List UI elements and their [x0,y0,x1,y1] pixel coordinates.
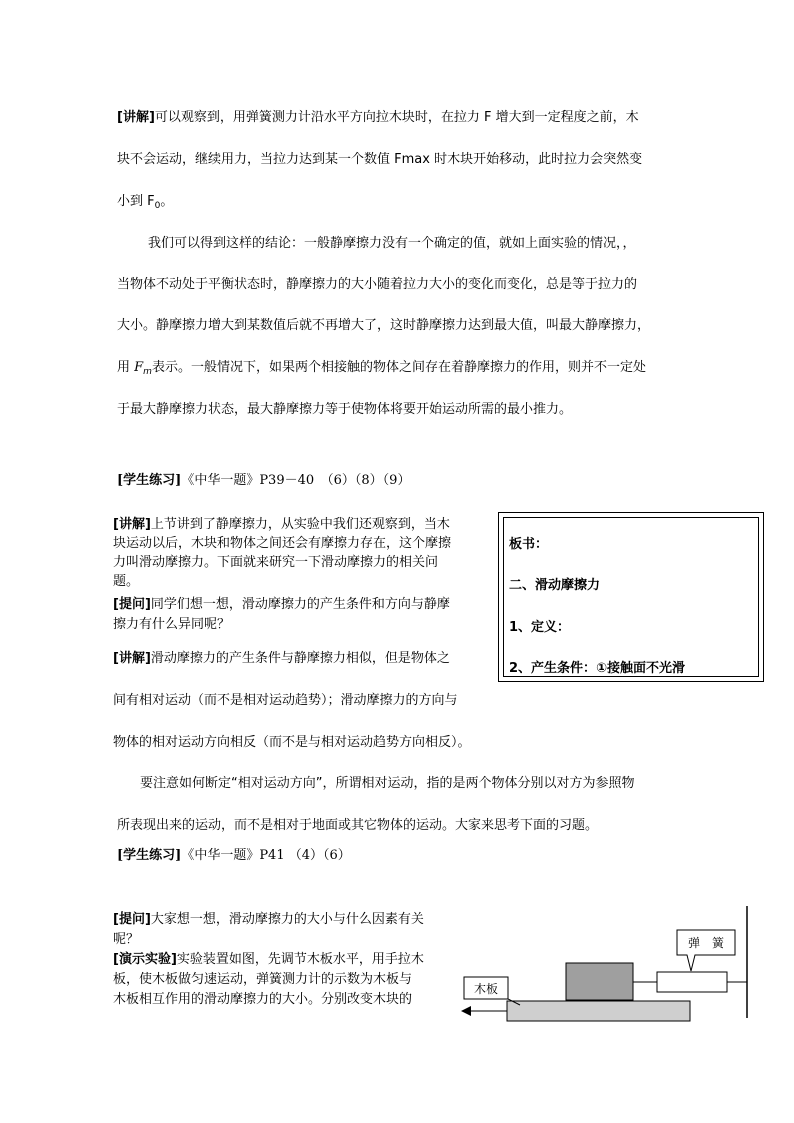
wooden-block [566,963,633,1000]
col1-line6: 擦力有什么异同呢？ [113,617,231,632]
p4-line1: 要注意如何断定“相对运动方向”，所谓相对运动，指的是两个物体分别以对方为参照物 [140,776,635,791]
board-item-1: 二、滑动摩擦力 [509,578,601,593]
spring-label: 弹 簧 [687,936,725,950]
p2-line2: 当物体不动处于平衡状态时，静摩擦力的大小随着拉力大小的变化而变化，总是等于拉力的 [117,277,638,292]
wooden-board [507,1001,690,1021]
exercise-1: [学生练习]《中华一题》P39－40 （6）（8）（9） [117,473,411,488]
p3-line1: [讲解]滑动摩擦力的产生条件与静摩擦力相似，但是物体之 [113,651,450,666]
pull-arrowhead [461,1006,471,1016]
col2-line4: 板，使木板做匀速运动，弹簧测力计的示数为木板与 [113,972,413,987]
tag-explain: [讲解] [117,110,155,125]
p4-line2: 所表现出来的运动，而不是相对于地面或其它物体的运动。大家来思考下面的习题。 [117,818,599,833]
board-item-2: 1、定义： [509,620,571,635]
col1-line3: 力叫滑动摩擦力。下面就来研究一下滑动摩擦力的相关问 [113,555,439,570]
blackboard-box [498,512,764,682]
p2-line5: 于最大静摩擦力状态，最大静摩擦力等于使物体将要开始运动所需的最小推力。 [117,402,573,417]
col2-line5: 木板相互作用的滑动摩擦力的大小。分别改变木块的 [113,992,413,1007]
col1-line1: [讲解]上节讲到了静摩擦力，从实验中我们还观察到，当木 [113,517,450,532]
friction-experiment-diagram [455,900,755,1030]
col1-line5: [提问]同学们想一想，滑动摩擦力的产生条件和方向与静摩 [113,597,450,612]
p3-line3: 物体的相对运动方向相反（而不是与相对运动趋势方向相反）。 [113,735,471,750]
p2-line4: 用 $F_m$表示。一般情况下，如果两个相接触的物体之间存在着静摩擦力的作用，则并不一定处 [117,360,646,377]
board-label: 木板 [473,982,499,996]
p1-line2: 块不会运动，继续用力，当拉力达到某一个数值 Fmax 时木块开始移动，此时拉力会突然变 [117,152,643,167]
p1-line1: 可以观察到，用弹簧测力计沿水平方向拉木块时，在拉力 F 增大到一定程度之前，木 [154,110,639,125]
paragraph-explanation-1 [117,110,639,126]
p1-line3: 小到 $F_0$。 [117,194,174,211]
board-title: 板书： [509,537,549,552]
col1-line4: 题。 [113,574,140,589]
exercise-2: [学生练习]《中华一题》P41 （4）（6） [117,848,351,863]
p3-line2: 间有相对运动（而不是相对运动趋势）；滑动摩擦力的方向与 [113,693,458,708]
col2-line3: [演示实验]实验装置如图，先调节木板水平，用手拉木 [113,952,424,967]
col2-line1: [提问]大家想一想，滑动摩擦力的大小与什么因素有关 [113,912,424,927]
col2-line2: 呢？ [113,932,140,947]
tag-exercise: [学生练习] [117,473,182,488]
col1-line2: 块运动以后，木块和物体之间还会有摩擦力存在，这个摩擦 [113,536,452,551]
symbol-fm: F [134,360,144,375]
spring-scale [657,972,727,992]
board-item-3: 2、产生条件：①接触面不光滑 [509,661,686,676]
p2-line3: 大小。静摩擦力增大到某数值后就不再增大了，这时静摩擦力达到最大值，叫最大静摩擦力， [117,318,651,333]
p2-line1: 我们可以得到这样的结论：一般静摩擦力没有一个确定的值，就如上面实验的情况，， [148,236,636,251]
